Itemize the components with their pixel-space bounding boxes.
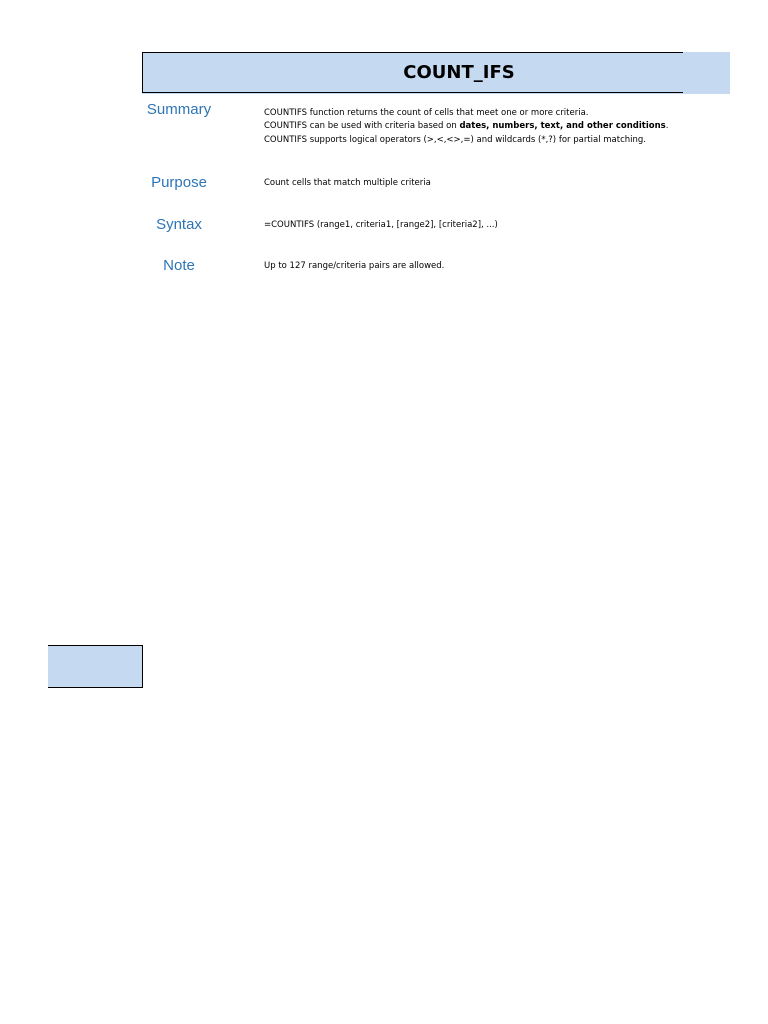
summary-line-1: COUNTIFS function returns the count of cells that meet one or more criteria. bbox=[264, 108, 589, 118]
purpose-text: Count cells that match multiple criteria bbox=[264, 178, 431, 188]
summary-line-2-suffix: . bbox=[665, 121, 669, 131]
syntax-text: =COUNTIFS (range1, criteria1, [range2], [criteria2], ...) bbox=[264, 220, 498, 230]
side-shaded-cell bbox=[48, 645, 143, 688]
purpose-label: Purpose bbox=[151, 174, 207, 191]
page-title: COUNT_IFS bbox=[403, 62, 515, 83]
summary-line-2 bbox=[264, 121, 668, 131]
summary-label: Summary bbox=[146, 101, 212, 118]
summary-line-2-bold: dates, numbers, text, and other conditions bbox=[459, 121, 666, 131]
note-label: Note bbox=[163, 257, 195, 274]
summary-line-2-prefix: COUNTIFS can be used with criteria based on bbox=[264, 121, 460, 131]
note-text: Up to 127 range/criteria pairs are allowed. bbox=[264, 261, 445, 271]
syntax-label: Syntax bbox=[156, 216, 202, 233]
summary-line-3: COUNTIFS supports logical operators (>,<,<>,=) and wildcards (*,?) for partial matching. bbox=[264, 135, 647, 145]
